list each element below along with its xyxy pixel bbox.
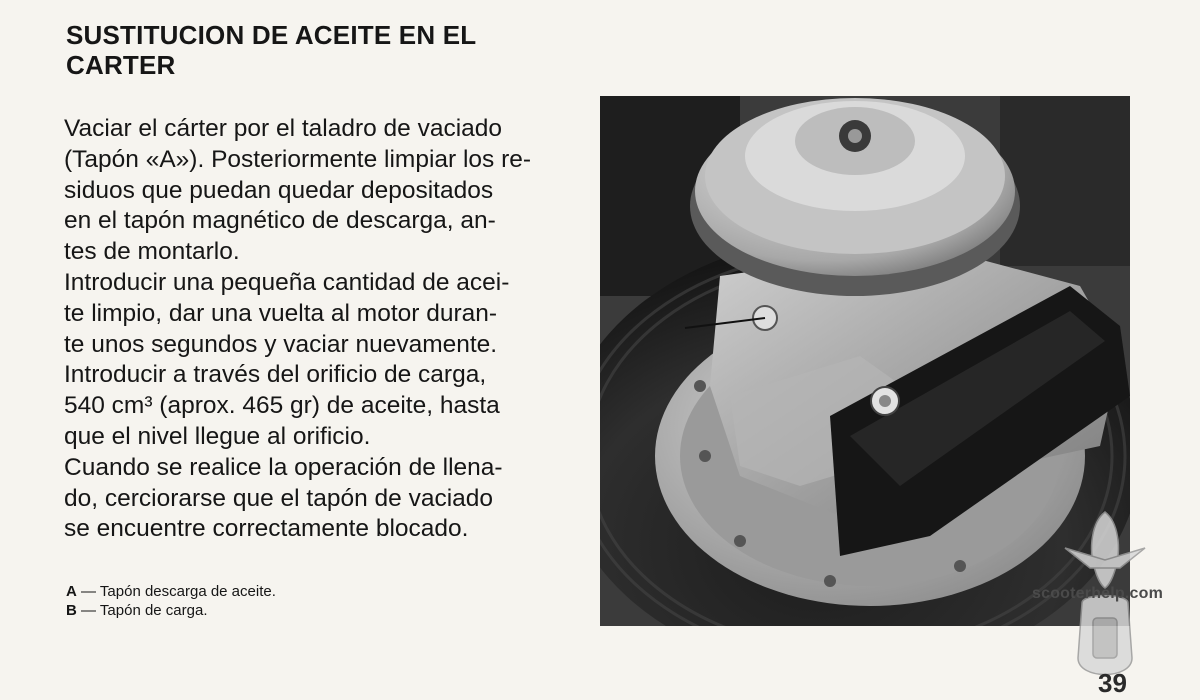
- body-line: Introducir una pequeña cantidad de acei-: [64, 268, 510, 296]
- body-line: siduos que puedan quedar depositados: [64, 176, 494, 204]
- body-line: que el nivel llegue al orificio.: [64, 422, 371, 450]
- legend-item-b: [66, 601, 466, 620]
- body-line: en el tapón magnético de descarga, an-: [64, 207, 496, 235]
- watermark: scooterhelp.com: [1032, 585, 1164, 602]
- body-line: Vaciar el cárter por el taladro de vaciado: [64, 115, 503, 142]
- title-line-1: SUSTITUCION DE ACEITE EN EL: [66, 20, 477, 50]
- legend-text: Tapón de carga.: [99, 602, 208, 619]
- body-line: Introducir a través del orificio de carga,: [64, 361, 487, 389]
- legend-text: Tapón descarga de aceite.: [99, 583, 276, 600]
- body-line: te limpio, dar una vuelta al motor duran-: [64, 299, 498, 327]
- legend-separator: —: [76, 583, 100, 600]
- legend-item-a: [66, 582, 466, 601]
- page-title: [66, 20, 586, 80]
- body-line: 540 cm³ (aprox. 465 gr) de aceite, hasta: [64, 392, 500, 420]
- legend-separator: —: [76, 602, 100, 619]
- body-line: Cuando se realice la operación de llena-: [64, 453, 503, 481]
- page-number: 39: [1098, 668, 1127, 698]
- title-line-2: CARTER: [66, 50, 176, 80]
- body-line: (Tapón «A»). Posteriormente limpiar los re-: [64, 145, 532, 173]
- legend-key: A: [66, 583, 77, 600]
- body-text: [64, 114, 584, 545]
- legend-key: B: [66, 602, 77, 619]
- body-line: se encuentre correctamente blocado.: [64, 515, 469, 543]
- engine-photo: [600, 96, 1130, 626]
- body-line: do, cerciorarse que el tapón de vaciado: [64, 484, 494, 512]
- body-line: tes de montarlo.: [64, 238, 240, 266]
- body-line: te unos segundos y vaciar nuevamente.: [64, 330, 498, 358]
- legend: [66, 582, 466, 620]
